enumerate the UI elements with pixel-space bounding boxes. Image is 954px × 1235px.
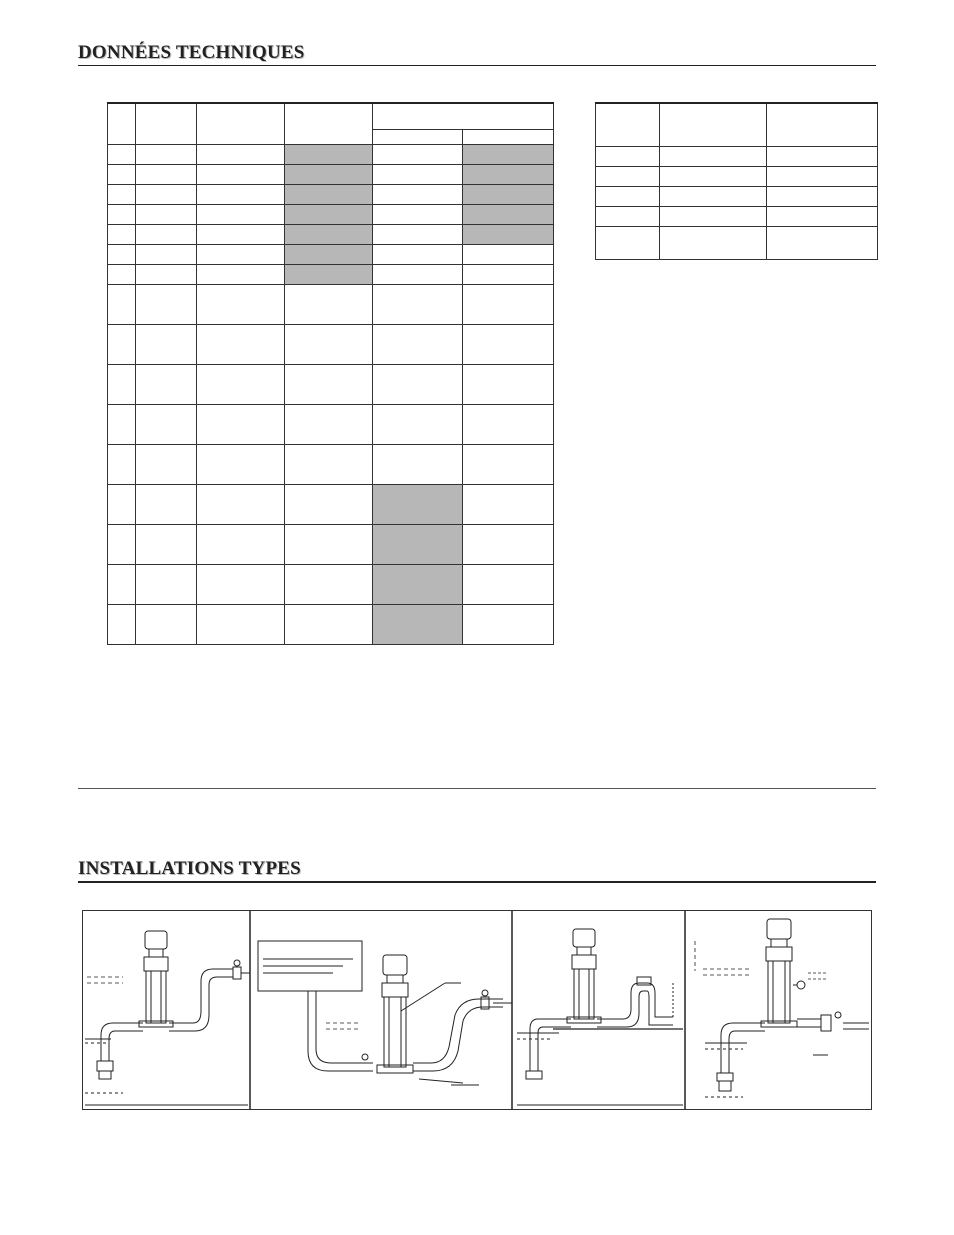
table-cell xyxy=(136,604,197,644)
table-cell xyxy=(197,444,285,484)
table-cell xyxy=(136,164,197,184)
table-cell xyxy=(136,144,197,164)
table-cell xyxy=(108,184,136,204)
table-cell xyxy=(373,284,463,324)
table-row xyxy=(108,564,554,604)
side-table-cell xyxy=(767,146,878,166)
table-cell xyxy=(108,364,136,404)
shaded-cell xyxy=(463,204,554,224)
shaded-cell xyxy=(285,244,373,264)
table-cell xyxy=(373,184,463,204)
header-cell xyxy=(136,103,197,144)
installation-flooded-suction-diagram xyxy=(517,929,683,1105)
table-cell xyxy=(285,364,373,404)
table-cell xyxy=(373,244,463,264)
table-row xyxy=(108,364,554,404)
table-cell xyxy=(108,524,136,564)
table-row xyxy=(108,164,554,184)
table-cell xyxy=(136,364,197,404)
table-cell xyxy=(108,564,136,604)
table-row xyxy=(108,184,554,204)
table-row xyxy=(108,224,554,244)
table-cell xyxy=(108,164,136,184)
table-cell xyxy=(108,324,136,364)
header-cell xyxy=(108,103,136,144)
shaded-cell xyxy=(285,164,373,184)
side-data-table xyxy=(595,102,878,260)
table-cell xyxy=(108,204,136,224)
table-cell xyxy=(463,564,554,604)
table-cell xyxy=(136,284,197,324)
table-cell xyxy=(197,484,285,524)
side-table-row xyxy=(596,206,878,226)
table-cell xyxy=(285,564,373,604)
side-table-cell xyxy=(767,206,878,226)
header-cell xyxy=(285,103,373,144)
table-cell xyxy=(197,264,285,284)
table-cell xyxy=(108,264,136,284)
table-cell xyxy=(136,224,197,244)
table-cell xyxy=(285,404,373,444)
table-cell xyxy=(463,324,554,364)
table-row xyxy=(108,484,554,524)
shaded-cell xyxy=(463,224,554,244)
technical-data-table xyxy=(107,102,554,645)
table-row xyxy=(108,284,554,324)
installation-types-heading: INSTALLATIONS TYPES xyxy=(78,858,301,879)
table-row xyxy=(108,444,554,484)
table-row xyxy=(108,524,554,564)
table-cell xyxy=(108,604,136,644)
header-group-cell xyxy=(373,103,554,129)
table-cell xyxy=(197,144,285,164)
shaded-cell xyxy=(463,144,554,164)
table-cell xyxy=(197,164,285,184)
installation-types-rule xyxy=(78,881,876,883)
table-cell xyxy=(136,524,197,564)
side-table-row xyxy=(596,226,878,259)
table-cell xyxy=(463,524,554,564)
table-row xyxy=(108,264,554,284)
shaded-cell xyxy=(463,184,554,204)
header-subcell xyxy=(373,129,463,144)
table-cell xyxy=(373,444,463,484)
side-table-row xyxy=(596,166,878,186)
table-cell xyxy=(285,324,373,364)
installation-suction-lift-diagram xyxy=(85,931,250,1105)
table-cell xyxy=(197,564,285,604)
table-cell xyxy=(373,364,463,404)
table-cell xyxy=(197,224,285,244)
shaded-cell xyxy=(373,524,463,564)
table-cell xyxy=(285,524,373,564)
shaded-cell xyxy=(285,224,373,244)
table-cell xyxy=(197,204,285,224)
table-cell xyxy=(136,484,197,524)
side-table-cell xyxy=(660,186,767,206)
table-row xyxy=(108,404,554,444)
table-cell xyxy=(197,284,285,324)
side-table-cell xyxy=(596,206,660,226)
installation-suction-with-gauge-diagram xyxy=(695,919,869,1097)
side-header-cell xyxy=(767,103,878,146)
side-table-cell xyxy=(596,226,660,259)
table-cell xyxy=(197,404,285,444)
header-subcell xyxy=(463,129,554,144)
table-cell xyxy=(373,144,463,164)
side-table-cell xyxy=(596,186,660,206)
side-table-row xyxy=(596,146,878,166)
table-cell xyxy=(373,224,463,244)
table-cell xyxy=(285,284,373,324)
shaded-cell xyxy=(285,204,373,224)
side-table-row xyxy=(596,186,878,206)
table-cell xyxy=(463,244,554,264)
side-table-cell xyxy=(660,146,767,166)
side-header-cell xyxy=(596,103,660,146)
table-row xyxy=(108,604,554,644)
side-table-cell xyxy=(596,146,660,166)
technical-data-rule xyxy=(78,65,876,66)
table-cell xyxy=(197,244,285,264)
header-cell xyxy=(197,103,285,144)
table-cell xyxy=(136,264,197,284)
side-table-cell xyxy=(767,226,878,259)
table-cell xyxy=(285,604,373,644)
table-cell xyxy=(463,484,554,524)
table-cell xyxy=(197,184,285,204)
table-cell xyxy=(136,564,197,604)
table-cell xyxy=(373,404,463,444)
table-cell xyxy=(197,604,285,644)
table-cell xyxy=(197,324,285,364)
table-cell xyxy=(373,164,463,184)
table-row xyxy=(108,324,554,364)
shaded-cell xyxy=(285,184,373,204)
table-cell xyxy=(136,204,197,224)
side-table-cell xyxy=(660,206,767,226)
table-cell xyxy=(108,224,136,244)
table-cell xyxy=(136,404,197,444)
table-cell xyxy=(197,364,285,404)
side-table-cell xyxy=(660,226,767,259)
shaded-cell xyxy=(373,604,463,644)
table-cell xyxy=(136,184,197,204)
installation-booster-tank-diagram xyxy=(258,941,512,1085)
table-cell xyxy=(108,244,136,264)
side-table-cell xyxy=(767,166,878,186)
side-table-cell xyxy=(660,166,767,186)
table-cell xyxy=(373,324,463,364)
table-cell xyxy=(463,404,554,444)
shaded-cell xyxy=(285,264,373,284)
table-row xyxy=(108,144,554,164)
shaded-cell xyxy=(285,144,373,164)
table-cell xyxy=(197,524,285,564)
table-cell xyxy=(108,404,136,444)
table-row xyxy=(108,244,554,264)
table-cell xyxy=(373,204,463,224)
shaded-cell xyxy=(373,484,463,524)
shaded-cell xyxy=(463,164,554,184)
side-table-cell xyxy=(596,166,660,186)
table-row xyxy=(108,204,554,224)
table-cell xyxy=(463,264,554,284)
table-cell xyxy=(463,364,554,404)
section-separator xyxy=(78,788,876,789)
technical-data-heading: DONNÉES TECHNIQUES xyxy=(78,42,305,63)
table-cell xyxy=(108,284,136,324)
shaded-cell xyxy=(373,564,463,604)
table-cell xyxy=(108,444,136,484)
table-cell xyxy=(463,284,554,324)
installation-diagrams xyxy=(82,910,872,1110)
side-table-cell xyxy=(767,186,878,206)
table-cell xyxy=(285,484,373,524)
table-cell xyxy=(463,444,554,484)
table-cell xyxy=(108,484,136,524)
table-cell xyxy=(373,264,463,284)
side-header-cell xyxy=(660,103,767,146)
table-cell xyxy=(108,144,136,164)
table-cell xyxy=(136,244,197,264)
table-cell xyxy=(463,604,554,644)
table-cell xyxy=(285,444,373,484)
table-cell xyxy=(136,444,197,484)
table-cell xyxy=(136,324,197,364)
